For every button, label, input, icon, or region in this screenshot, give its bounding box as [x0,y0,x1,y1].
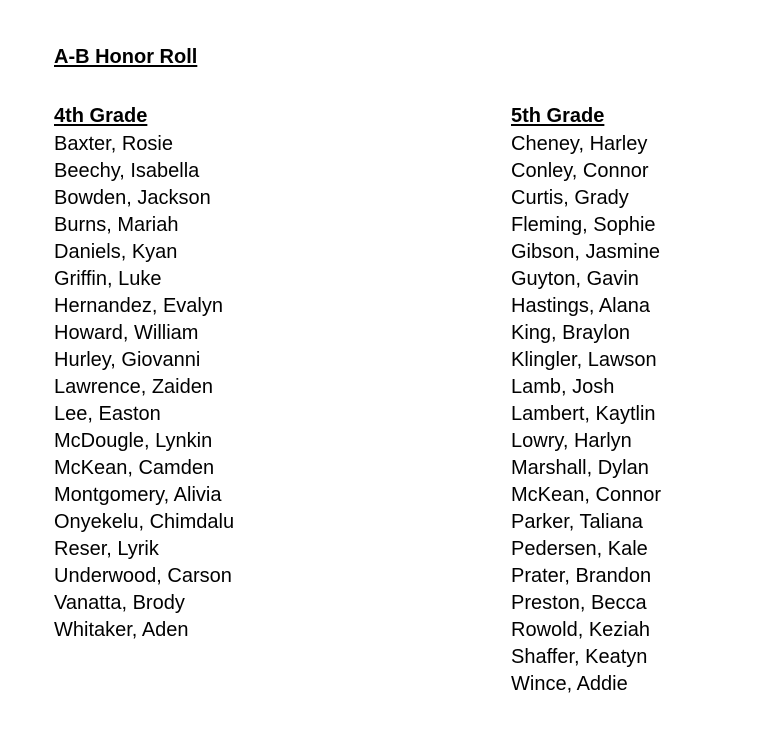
list-item: Beechy, Isabella [54,160,200,182]
list-item: Hurley, Giovanni [54,349,201,371]
list-item: McKean, Camden [54,457,215,479]
list-item: Howard, William [54,322,199,344]
list-item: Fleming, Sophie [511,214,656,236]
list-item: Parker, Taliana [511,511,643,533]
list-item: Rowold, Keziah [511,619,650,641]
list-item: Shaffer, Keatyn [511,646,648,668]
list-item: King, Braylon [511,322,630,344]
list-item: Lee, Easton [54,403,161,425]
list-item: Daniels, Kyan [54,241,178,263]
list-item: Curtis, Grady [511,187,629,209]
list-item: Reser, Lyrik [54,538,159,560]
list-item: Onyekelu, Chimdalu [54,511,235,533]
list-item: Bowden, Jackson [54,187,211,209]
page-title: A-B Honor Roll [54,46,198,68]
grade-5-column [511,104,661,698]
list-item: Lambert, Kaytlin [511,403,656,425]
grade-4-heading: 4th Grade [54,105,148,127]
list-item: Burns, Mariah [54,214,179,236]
list-item: Hastings, Alana [511,295,650,317]
grade-4-name-list [54,131,234,644]
list-item: Lawrence, Zaiden [54,376,213,398]
list-item: Baxter, Rosie [54,133,173,155]
list-item: Vanatta, Brody [54,592,185,614]
list-item: Conley, Connor [511,160,649,182]
list-item: Pedersen, Kale [511,538,648,560]
list-item: Lamb, Josh [511,376,615,398]
list-item: Whitaker, Aden [54,619,189,641]
grade-4-column [54,104,234,644]
list-item: Underwood, Carson [54,565,232,587]
list-item: Hernandez, Evalyn [54,295,223,317]
list-item: Gibson, Jasmine [511,241,660,263]
list-item: Prater, Brandon [511,565,652,587]
list-item: Klingler, Lawson [511,349,657,371]
grade-5-heading: 5th Grade [511,105,605,127]
list-item: McDougle, Lynkin [54,430,213,452]
list-item: Wince, Addie [511,673,628,695]
list-item: Marshall, Dylan [511,457,649,479]
list-item: McKean, Connor [511,484,662,506]
list-item: Montgomery, Alivia [54,484,222,506]
list-item: Guyton, Gavin [511,268,639,290]
list-item: Cheney, Harley [511,133,648,155]
list-item: Preston, Becca [511,592,647,614]
list-item: Griffin, Luke [54,268,162,290]
list-item: Lowry, Harlyn [511,430,632,452]
grade-5-name-list [511,131,661,698]
